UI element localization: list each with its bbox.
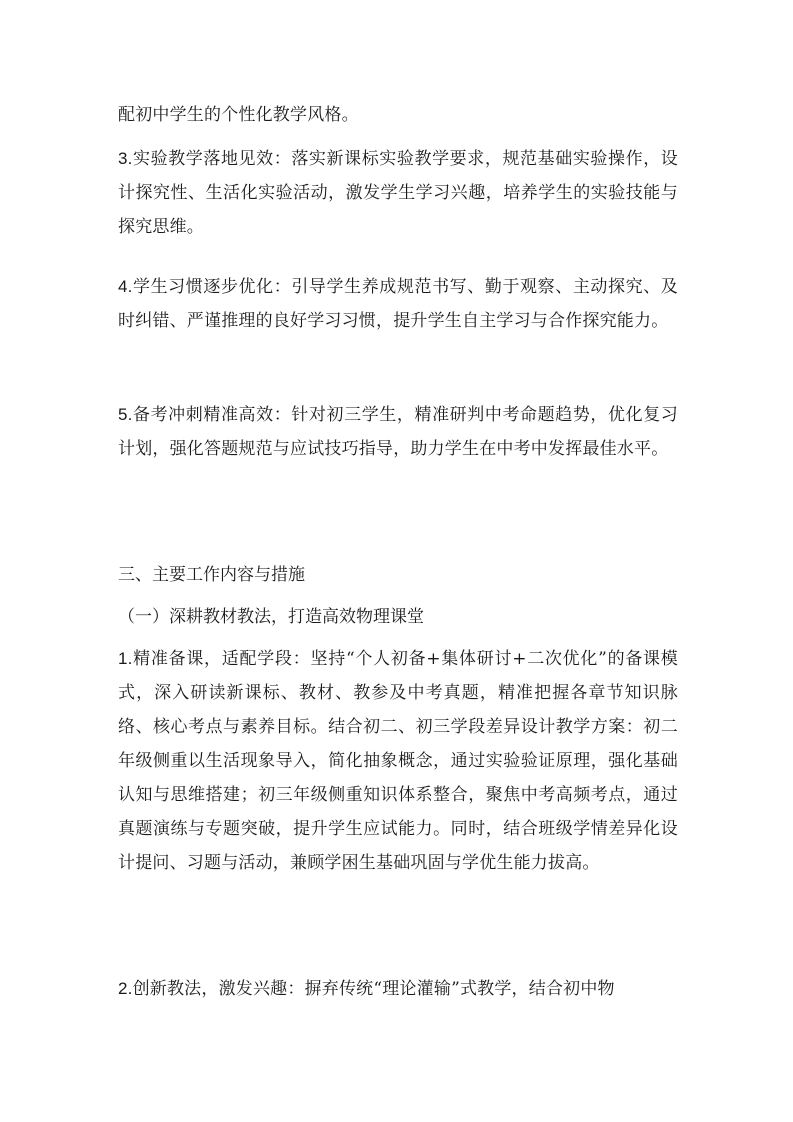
paragraph-measure-2	[118, 972, 678, 1006]
item-number: 1.	[118, 649, 133, 668]
paragraph-text: 备考冲刺精准高效：针对初三学生，精准研判中考命题趋势，优化复习计划，强化答题规范与应试技巧指导，助力学生在中考中发挥最佳水平。	[118, 405, 678, 459]
item-number: 5.	[118, 405, 133, 424]
paragraph-text: 学生习惯逐步优化：引导学生养成规范书写、勤于观察、主动探究、及时纠错、严谨推理的良好学习习惯，提升学生自主学习与合作探究能力。	[118, 277, 678, 331]
paragraph-text: 精准备课，适配学段：坚持“个人初备+集体研讨+二次优化”的备课模式，深入研读新课标、教材、教参及中考真题，精准把握各章节知识脉络、核心考点与素养目标。结合初二、初三学段差异设计教学方案：初二年级侧重以生活现象导入，简化抽象概念，通过实验验证原理，强化基础认知与思维搭建；初三年级侧重知识体系整合，聚焦中考高频考点，通过真题演练与专题突破，提升学生应试能力。同时，结合班级学情差异化设计提问、习题与活动，兼顾学困生基础巩固与学优生能力拔高。	[118, 649, 678, 873]
paragraph-text: 创新教法，激发兴趣：摒弃传统“理论灌输”式教学，结合初中物	[132, 979, 615, 999]
paragraph-text: 配初中学生的个性化教学风格。	[118, 105, 359, 125]
item-number: 3.	[118, 149, 133, 168]
item-number: 2.	[118, 979, 133, 998]
sub-heading: （一）深耕教材教法，打造高效物理课堂	[118, 607, 424, 627]
paragraph-measure-1	[118, 642, 678, 880]
paragraph-item-5	[118, 398, 678, 466]
paragraph-continuation	[118, 98, 678, 132]
paragraph-item-4	[118, 270, 678, 338]
item-number: 4.	[118, 277, 133, 296]
section-heading: 三、主要工作内容与措施	[118, 565, 305, 585]
paragraph-item-3	[118, 142, 678, 244]
paragraph-text: 实验教学落地见效：落实新课标实验教学要求，规范基础实验操作，设计探究性、生活化实验活动，激发学生学习兴趣，培养学生的实验技能与探究思维。	[118, 149, 678, 237]
